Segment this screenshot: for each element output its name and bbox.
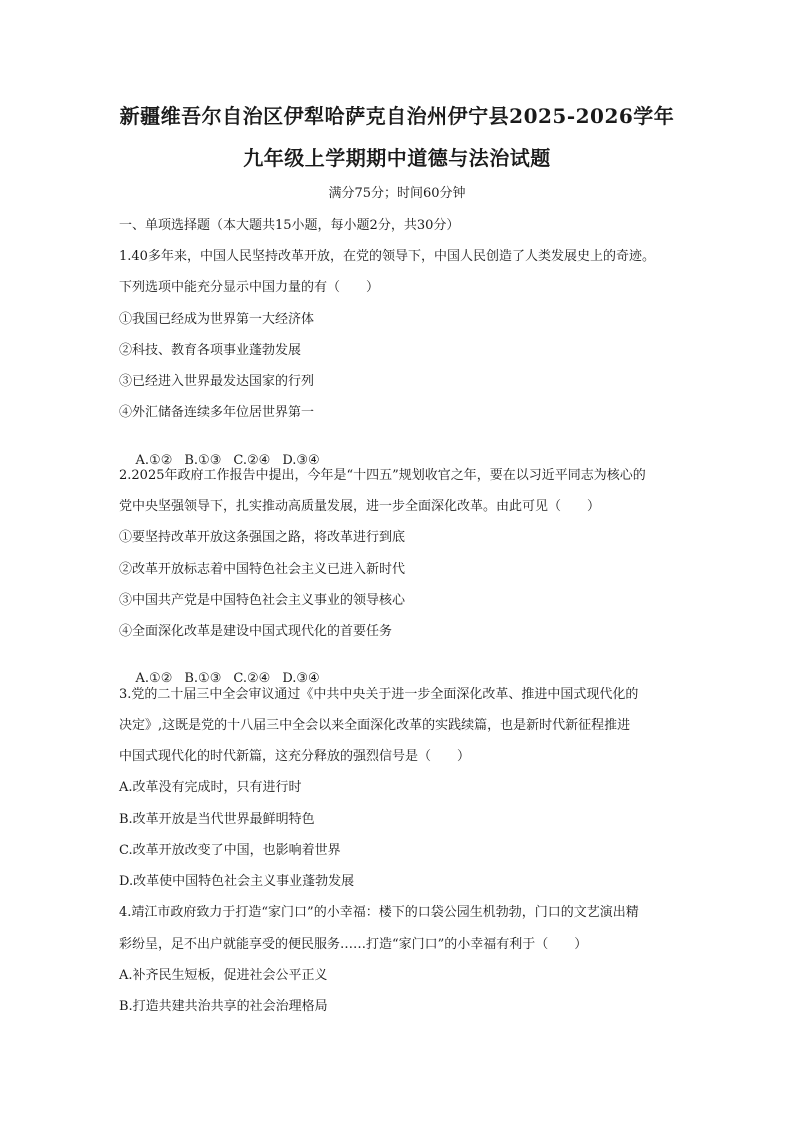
question-2-option-b: B.①③ (184, 671, 222, 686)
question-3-choice-b: B.改革开放是当代世界最鲜明特色 (119, 812, 315, 827)
question-1-statement-2: ②科技、教育各项事业蓬勃发展 (119, 343, 302, 358)
question-1-option-b: B.①③ (184, 453, 222, 468)
exam-info: 满分75分；时间60分钟 (328, 186, 466, 201)
question-2-statement-4: ④全面深化改革是建设中国式现代化的首要任务 (119, 624, 393, 639)
question-4-choice-a: A.补齐民生短板，促进社会公平正义 (119, 968, 328, 983)
question-3-choice-a: A.改革没有完成时，只有进行时 (119, 780, 302, 795)
question-2-option-d: D.③④ (282, 671, 320, 686)
question-1-option-d: D.③④ (282, 453, 320, 468)
question-2-stem-line-1: 2.2025年政府工作报告中提出，今年是“十四五”规划收官之年，要在以习近平同志为核心的 (119, 468, 646, 483)
question-1-statement-1: ①我国已经成为世界第一大经济体 (119, 312, 315, 327)
question-2-option-a: A.①② (135, 671, 173, 686)
question-2-statement-2: ②改革开放标志着中国特色社会主义已进入新时代 (119, 562, 406, 577)
question-3-choice-c: C.改革开放改变了中国，也影响着世界 (119, 843, 341, 858)
question-3-choice-d: D.改革使中国特色社会主义事业蓬勃发展 (119, 874, 355, 889)
question-4-stem-line-1: 4.靖江市政府致力于打造“家门口”的小幸福：楼下的口袋公园生机勃勃，门口的文艺演出精 (119, 905, 639, 920)
question-4-choice-b: B.打造共建共治共享的社会治理格局 (119, 999, 328, 1014)
question-4-stem-line-2: 彩纷呈，足不出户就能享受的便民服务……打造“家门口”的小幸福有利于（ ） (119, 937, 588, 952)
question-1-statement-4: ④外汇储备连续多年位居世界第一 (119, 405, 315, 420)
question-1-option-c: C.②④ (233, 453, 271, 468)
document-title-line-1: 新疆维吾尔自治区伊犁哈萨克自治州伊宁县2025-2026学年 (119, 104, 675, 128)
question-3-stem-line-1: 3.党的二十届三中全会审议通过《中共中央关于进一步全面深化改革、推进中国式现代化的 (119, 687, 639, 702)
question-1-stem-line-1: 1.40多年来，中国人民坚持改革开放，在党的领导下，中国人民创造了人类发展史上的奇迹。 (119, 249, 655, 264)
question-1-stem-line-2: 下列选项中能充分显示中国力量的有（ ） (119, 280, 380, 295)
question-1-statement-3: ③已经进入世界最发达国家的行列 (119, 374, 315, 389)
question-2-statement-1: ①要坚持改革开放这条强国之路，将改革进行到底 (119, 530, 406, 545)
document-title-line-2: 九年级上学期期中道德与法治试题 (243, 146, 551, 170)
section-heading: 一、单项选择题（本大题共15小题，每小题2分，共30分） (119, 218, 460, 233)
question-2-option-c: C.②④ (233, 671, 271, 686)
question-2-stem-line-2: 党中央坚强领导下，扎实推动高质量发展，进一步全面深化改革。由此可见（ ） (119, 499, 601, 514)
question-3-stem-line-3: 中国式现代化的时代新篇，这充分释放的强烈信号是（ ） (119, 749, 471, 764)
question-3-stem-line-2: 决定》,这既是党的十八届三中全会以来全面深化改革的实践续篇，也是新时代新征程推进 (119, 718, 631, 733)
question-2-statement-3: ③中国共产党是中国特色社会主义事业的领导核心 (119, 593, 406, 608)
question-1-option-a: A.①② (135, 453, 173, 468)
